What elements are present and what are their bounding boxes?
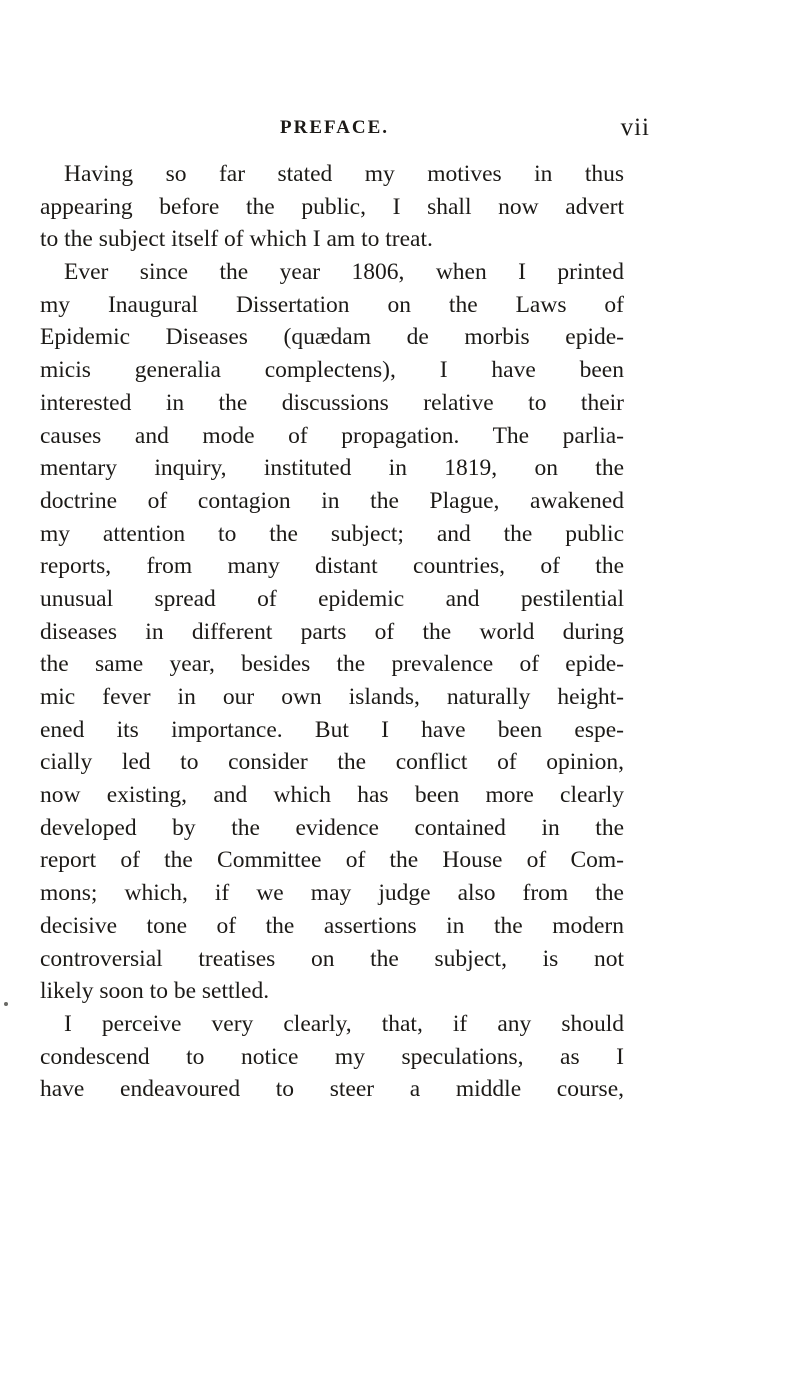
text-line: decisive tone of the assertions in the modern: [40, 912, 624, 939]
text-line: mic fever in our own islands, naturally height-: [40, 684, 624, 710]
text-line: mentary inquiry, instituted in 1819, on the: [40, 455, 624, 482]
text-line: Ever since the year 1806, when I printed: [64, 259, 624, 286]
text-line: Epidemic Diseases (quædam de morbis epide-: [40, 324, 624, 351]
text-line: mons; which, if we may judge also from the: [40, 880, 624, 907]
text-line: micis generalia complectens), I have been: [40, 357, 624, 384]
text-line: cially led to consider the conflict of opinion,: [40, 749, 624, 776]
text-line: unusual spread of epidemic and pestilential: [40, 585, 624, 612]
text-line: controversial treatises on the subject, is not: [40, 945, 624, 972]
body-text: [40, 158, 624, 1106]
text-line: developed by the evidence contained in the: [40, 814, 624, 841]
text-line: ened its importance. But I have been espe-: [40, 716, 624, 743]
text-line: to the subject itself of which I am to treat.: [40, 226, 433, 253]
text-line: Having so far stated my motives in thus: [64, 161, 624, 187]
running-head: [280, 114, 650, 145]
text-line: have endeavoured to steer a middle course,: [40, 1076, 624, 1103]
text-line: now existing, and which has been more clearly: [40, 782, 624, 809]
text-line: reports, from many distant countries, of the: [40, 553, 624, 580]
text-line: condescend to notice my speculations, as I: [40, 1043, 624, 1070]
text-line: appearing before the public, I shall now advert: [40, 193, 624, 220]
text-line: causes and mode of propagation. The parlia-: [40, 422, 624, 449]
text-line: diseases in different parts of the world during: [40, 618, 624, 645]
text-line: likely soon to be settled.: [40, 978, 270, 1005]
text-line: report of the Committee of the House of Com-: [40, 847, 624, 874]
text-line: my Inaugural Dissertation on the Laws of: [40, 291, 624, 318]
text-line: the same year, besides the prevalence of epide-: [40, 651, 624, 678]
text-line: my attention to the subject; and the public: [40, 520, 624, 547]
text-line: interested in the discussions relative to their: [40, 389, 624, 416]
running-head-title: PREFACE.: [280, 117, 390, 138]
text-line: doctrine of contagion in the Plague, awakened: [40, 487, 624, 514]
page-number: vii: [620, 114, 650, 141]
text-line: I perceive very clearly, that, if any should: [64, 1010, 624, 1037]
ink-speck: [4, 1002, 8, 1006]
